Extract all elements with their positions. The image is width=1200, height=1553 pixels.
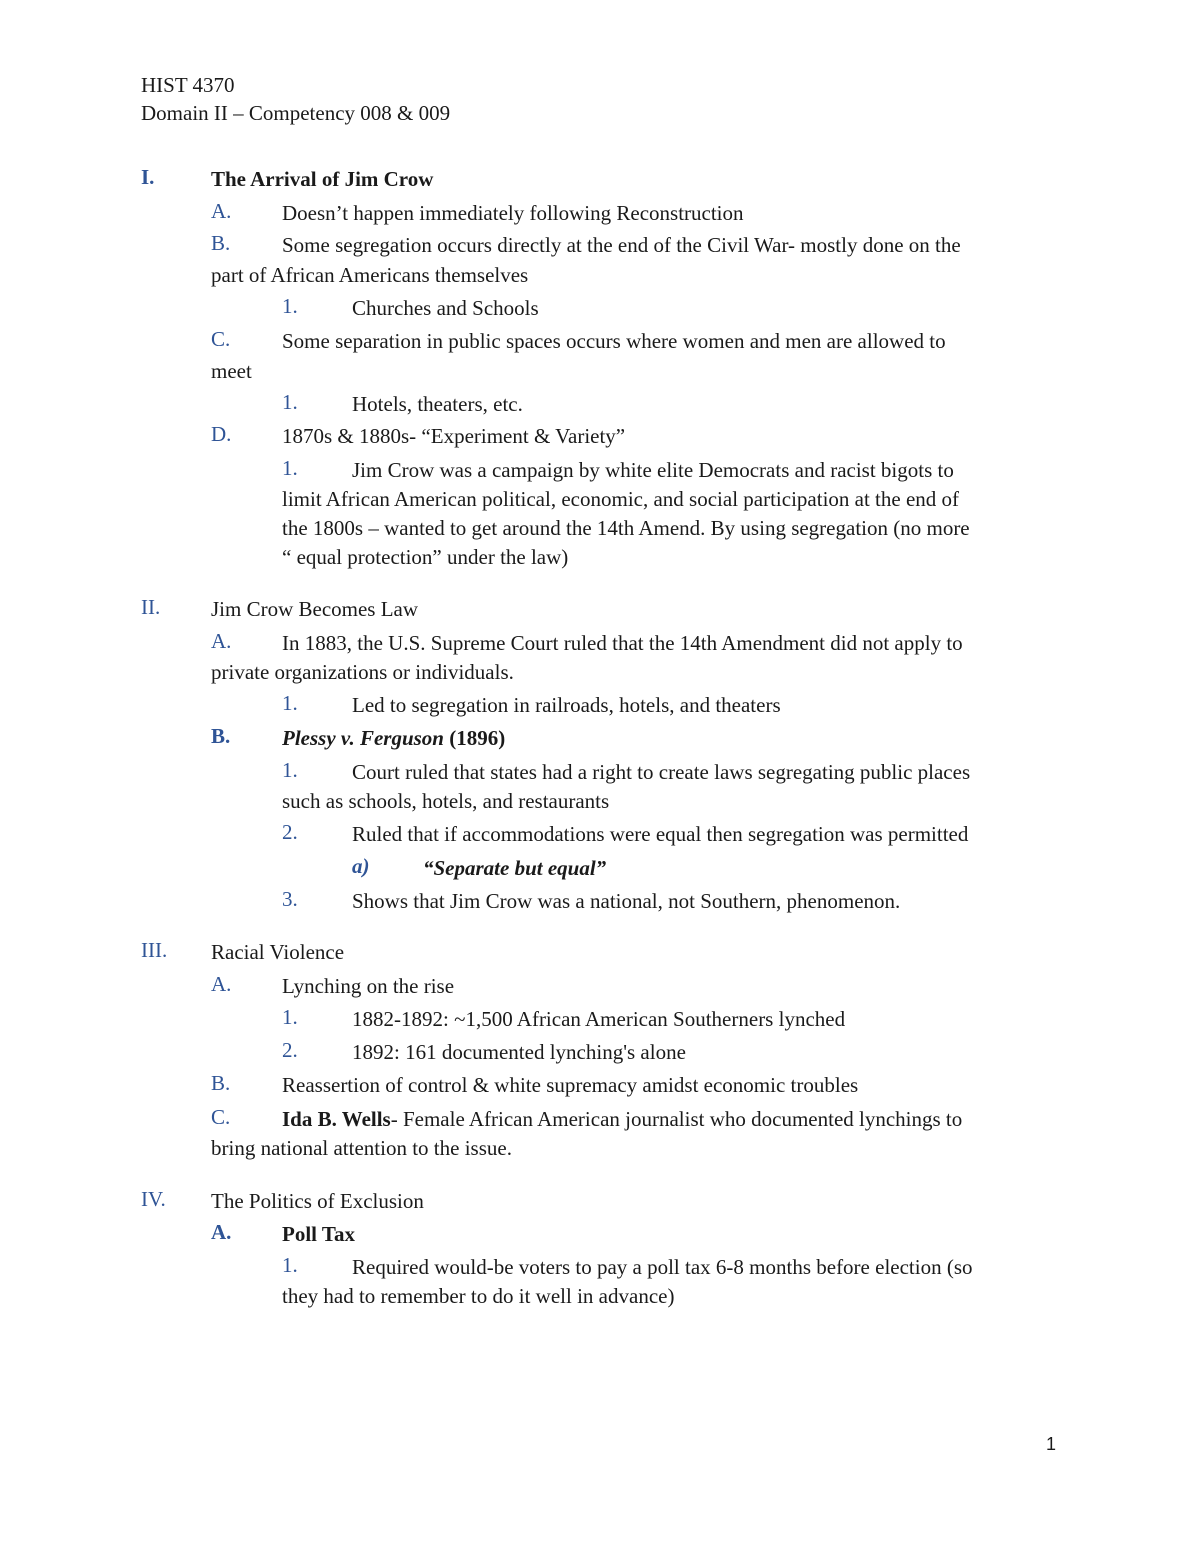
subitem-marker: 2. bbox=[282, 1038, 298, 1062]
item-marker: A. bbox=[211, 199, 232, 223]
outline-item-line bbox=[282, 1105, 962, 1134]
case-name: Plessy v. Ferguson bbox=[282, 726, 444, 750]
subitem-marker: 1. bbox=[282, 390, 298, 414]
section-heading: The Arrival of Jim Crow bbox=[211, 167, 434, 191]
outline-subitem: 1892: 161 documented lynching's alone bbox=[352, 1040, 686, 1064]
case-year: (1896) bbox=[443, 726, 506, 750]
item-marker: B. bbox=[211, 724, 231, 748]
item-marker: B. bbox=[211, 1071, 231, 1095]
outline-subitem: 1882-1892: ~1,500 African American Southerners lynched bbox=[352, 1007, 846, 1031]
subitem-marker: 1. bbox=[282, 456, 298, 480]
page-number: 1 bbox=[1046, 1434, 1057, 1454]
section-marker: II. bbox=[141, 595, 161, 619]
subitem-marker: 1. bbox=[282, 691, 298, 715]
outline-item-line: Some separation in public spaces occurs where women and men are allowed to bbox=[282, 329, 946, 353]
outline-item: Reassertion of control & white supremacy amidst economic troubles bbox=[282, 1073, 859, 1097]
outline-subitem-line: Court ruled that states had a right to create laws segregating public places bbox=[352, 760, 971, 784]
section-heading: Racial Violence bbox=[211, 940, 345, 964]
subitem-marker: 1. bbox=[282, 1005, 298, 1029]
item-marker: D. bbox=[211, 422, 232, 446]
outline-subitem-line: “ equal protection” under the law) bbox=[282, 545, 569, 569]
outline-item-line: private organizations or individuals. bbox=[211, 660, 514, 684]
outline-item: Poll Tax bbox=[282, 1222, 355, 1246]
outline-subitem-line: they had to remember to do it well in advance) bbox=[282, 1284, 675, 1308]
outline-subitem: Churches and Schools bbox=[352, 296, 539, 320]
outline-subitem-line: such as schools, hotels, and restaurants bbox=[282, 789, 610, 813]
section-marker: I. bbox=[141, 165, 155, 189]
document-subtitle: Domain II – Competency 008 & 009 bbox=[141, 101, 451, 125]
outline-subitem-line: the 1800s – wanted to get around the 14th Amend. By using segregation (no more bbox=[282, 516, 970, 540]
outline-subitem: Shows that Jim Crow was a national, not Southern, phenomenon. bbox=[352, 889, 901, 913]
outline-item: 1870s & 1880s- “Experiment & Variety” bbox=[282, 424, 626, 448]
outline-item-line: bring national attention to the issue. bbox=[211, 1136, 512, 1160]
section-heading: The Politics of Exclusion bbox=[211, 1189, 424, 1213]
item-marker: B. bbox=[211, 231, 231, 255]
subitem-marker: 1. bbox=[282, 1253, 298, 1277]
item-marker: A. bbox=[211, 972, 232, 996]
outline-subitem-line: Required would-be voters to pay a poll tax 6-8 months before election (so bbox=[352, 1255, 973, 1279]
course-code: HIST 4370 bbox=[141, 73, 235, 97]
subitem-marker: 3. bbox=[282, 887, 298, 911]
item-marker: A. bbox=[211, 1220, 232, 1244]
subitem-marker: 2. bbox=[282, 820, 298, 844]
outline-subitem: Hotels, theaters, etc. bbox=[352, 392, 523, 416]
section-heading: Jim Crow Becomes Law bbox=[211, 597, 419, 621]
outline-subitem: Led to segregation in railroads, hotels, and theaters bbox=[352, 693, 781, 717]
item-marker: A. bbox=[211, 629, 232, 653]
case-citation bbox=[282, 724, 505, 753]
person-description: - Female African American journalist who documented lynchings to bbox=[390, 1107, 963, 1131]
outline-item-line: meet bbox=[211, 359, 252, 383]
outline-subitem: Ruled that if accommodations were equal then segregation was permitted bbox=[352, 822, 969, 846]
outline-subsubitem: “Separate but equal” bbox=[423, 856, 607, 880]
outline-item: Lynching on the rise bbox=[282, 974, 455, 998]
section-marker: IV. bbox=[141, 1187, 166, 1211]
person-name: Ida B. Wells bbox=[282, 1107, 391, 1131]
section-marker: III. bbox=[141, 938, 168, 962]
subitem-marker: 1. bbox=[282, 294, 298, 318]
outline-subitem-line: Jim Crow was a campaign by white elite Democrats and racist bigots to bbox=[352, 458, 954, 482]
outline-item: Doesn’t happen immediately following Reconstruction bbox=[282, 201, 744, 225]
outline-item-line: part of African Americans themselves bbox=[211, 263, 529, 287]
subitem-marker: 1. bbox=[282, 758, 298, 782]
outline-subitem-line: limit African American political, economic, and social participation at the end of bbox=[282, 487, 960, 511]
item-marker: C. bbox=[211, 1105, 231, 1129]
subsubitem-marker: a) bbox=[352, 854, 370, 878]
outline-item-line: In 1883, the U.S. Supreme Court ruled that the 14th Amendment did not apply to bbox=[282, 631, 963, 655]
outline-item-line: Some segregation occurs directly at the end of the Civil War- mostly done on the bbox=[282, 233, 961, 257]
item-marker: C. bbox=[211, 327, 231, 351]
